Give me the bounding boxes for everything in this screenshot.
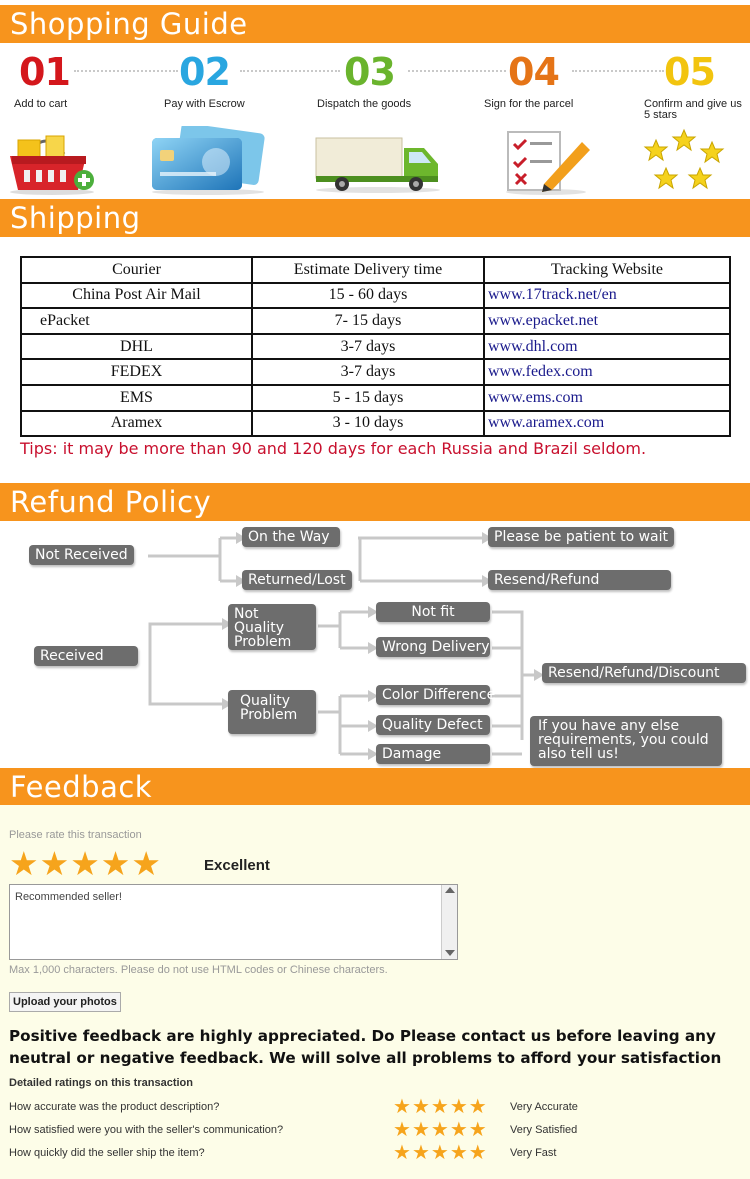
star-icon[interactable]: ★ xyxy=(39,845,70,882)
tracking-link[interactable]: www.ems.com xyxy=(484,385,730,411)
star-icon[interactable]: ★ xyxy=(449,1119,468,1141)
overall-rating-stars[interactable] xyxy=(9,847,161,880)
tracking-link[interactable]: www.aramex.com xyxy=(484,411,730,437)
stars-icon xyxy=(640,128,730,194)
checklist-pencil-icon xyxy=(500,128,596,196)
courier-cell: DHL xyxy=(21,334,252,360)
delivery-time-cell: 7- 15 days xyxy=(252,308,484,334)
delivery-time-cell: 3 - 10 days xyxy=(252,411,484,437)
resend-refund-discount-node: Resend/Refund/Discount xyxy=(542,663,746,683)
textarea-scrollbar[interactable] xyxy=(441,885,457,959)
max-chars-hint: Max 1,000 characters. Please do not use HTML codes or Chinese characters. xyxy=(9,964,388,976)
on-the-way-node: On the Way xyxy=(242,527,340,547)
shopping-guide-title: Shopping Guide xyxy=(10,7,248,41)
star-icon[interactable]: ★ xyxy=(468,1096,487,1118)
table-header-row xyxy=(21,257,730,283)
step-1-number: 01 xyxy=(19,50,70,94)
rating-answer: Very Satisfied xyxy=(510,1124,578,1136)
quality-problem-node: Quality Problem xyxy=(228,690,316,734)
step-5-label: Confirm and give us 5 stars xyxy=(644,98,742,121)
rating-question: How accurate was the product description? xyxy=(9,1101,220,1113)
not-received-node: Not Received xyxy=(29,545,134,565)
table-row xyxy=(21,411,730,437)
rating-stars[interactable] xyxy=(393,1120,487,1140)
refund-policy-title: Refund Policy xyxy=(10,485,212,519)
star-icon[interactable]: ★ xyxy=(131,845,161,882)
color-difference-node: Color Difference xyxy=(376,685,490,705)
courier-cell: Aramex xyxy=(21,411,252,437)
basket-icon xyxy=(6,126,98,196)
star-icon[interactable]: ★ xyxy=(100,845,131,882)
tracking-link[interactable]: www.17track.net/en xyxy=(484,283,730,309)
tracking-link[interactable]: www.dhl.com xyxy=(484,334,730,360)
step-connector xyxy=(408,70,506,72)
step-1-label: Add to cart xyxy=(14,98,68,110)
star-icon[interactable]: ★ xyxy=(393,1119,411,1141)
comment-text[interactable]: Recommended seller! xyxy=(15,891,122,903)
table-row xyxy=(21,359,730,385)
table-row xyxy=(21,283,730,309)
star-icon[interactable]: ★ xyxy=(468,1142,487,1164)
detailed-ratings-title: Detailed ratings on this transaction xyxy=(9,1077,193,1089)
truck-icon xyxy=(312,136,444,194)
star-icon[interactable]: ★ xyxy=(393,1142,411,1164)
scroll-up-icon[interactable] xyxy=(445,887,455,893)
feedback-title: Feedback xyxy=(10,770,153,804)
column-header: Tracking Website xyxy=(484,257,730,283)
received-node: Received xyxy=(34,646,138,666)
table-row xyxy=(21,334,730,360)
detailed-rating-row xyxy=(0,1143,750,1165)
shipping-title: Shipping xyxy=(10,201,141,235)
step-3-label: Dispatch the goods xyxy=(317,98,412,110)
table-row xyxy=(21,308,730,334)
star-icon[interactable]: ★ xyxy=(411,1119,430,1141)
column-header: Estimate Delivery time xyxy=(252,257,484,283)
comment-box[interactable] xyxy=(9,884,458,960)
scroll-down-icon[interactable] xyxy=(445,950,455,956)
upload-photos-button[interactable]: Upload your photos xyxy=(9,992,121,1012)
detailed-rating-row xyxy=(0,1097,750,1119)
step-5-number: 05 xyxy=(664,50,715,94)
damage-node: Damage xyxy=(376,744,490,764)
step-4-number: 04 xyxy=(508,50,559,94)
star-icon[interactable]: ★ xyxy=(411,1142,430,1164)
step-2-label: Pay with Escrow xyxy=(164,98,245,110)
be-patient-node: Please be patient to wait xyxy=(488,527,674,547)
tracking-link[interactable]: www.fedex.com xyxy=(484,359,730,385)
not-fit-node: Not fit xyxy=(376,602,490,622)
courier-cell: China Post Air Mail xyxy=(21,283,252,309)
resend-refund-node: Resend/Refund xyxy=(488,570,671,590)
delivery-time-cell: 5 - 15 days xyxy=(252,385,484,411)
rating-answer: Very Accurate xyxy=(510,1101,578,1113)
star-icon[interactable]: ★ xyxy=(9,845,39,882)
star-icon[interactable]: ★ xyxy=(70,845,100,882)
star-icon[interactable]: ★ xyxy=(430,1119,449,1141)
star-icon[interactable]: ★ xyxy=(449,1142,468,1164)
rating-stars[interactable] xyxy=(393,1097,487,1117)
delivery-time-cell: 15 - 60 days xyxy=(252,283,484,309)
step-3-number: 03 xyxy=(344,50,395,94)
step-connector xyxy=(74,70,178,72)
courier-cell: EMS xyxy=(21,385,252,411)
rating-label: Excellent xyxy=(204,857,270,874)
tracking-link[interactable]: www.epacket.net xyxy=(484,308,730,334)
detailed-rating-row xyxy=(0,1120,750,1142)
star-icon[interactable]: ★ xyxy=(411,1096,430,1118)
courier-cell: ePacket xyxy=(21,308,252,334)
not-quality-problem-node: Not Quality Problem xyxy=(228,604,316,650)
star-icon[interactable]: ★ xyxy=(468,1119,487,1141)
rating-answer: Very Fast xyxy=(510,1147,557,1159)
delivery-time-cell: 3-7 days xyxy=(252,334,484,360)
refund-policy-banner xyxy=(0,483,750,521)
returned-lost-node: Returned/Lost xyxy=(242,570,352,590)
rating-question: How quickly did the seller ship the item? xyxy=(9,1147,205,1159)
star-icon[interactable]: ★ xyxy=(430,1096,449,1118)
quality-defect-node: Quality Defect xyxy=(376,715,490,735)
courier-cell: FEDEX xyxy=(21,359,252,385)
rate-prompt: Please rate this transaction xyxy=(9,829,142,841)
rating-stars[interactable] xyxy=(393,1143,487,1163)
wrong-delivery-node: Wrong Delivery xyxy=(376,637,490,657)
star-icon[interactable]: ★ xyxy=(430,1142,449,1164)
delivery-time-cell: 3-7 days xyxy=(252,359,484,385)
shipping-banner xyxy=(0,199,750,237)
credit-card-icon xyxy=(148,126,268,196)
shipping-table xyxy=(20,256,731,437)
shopping-guide-banner xyxy=(0,5,750,43)
rating-question: How satisfied were you with the seller's communication? xyxy=(9,1124,284,1136)
shipping-tips: Tips: it may be more than 90 and 120 days for each Russia and Brazil seldom. xyxy=(20,439,647,458)
star-icon[interactable]: ★ xyxy=(393,1096,411,1118)
column-header: Courier xyxy=(21,257,252,283)
table-row xyxy=(21,385,730,411)
feedback-appeal: Positive feedback are highly appreciated. Do Please contact us before leaving any neutral or negative feedback. We will solve all problems to afford your satisfaction xyxy=(9,1027,722,1067)
other-requirements-node: If you have any else requirements, you could also tell us! xyxy=(530,716,722,766)
step-2-number: 02 xyxy=(179,50,230,94)
feedback-banner xyxy=(0,768,750,805)
step-4-label: Sign for the parcel xyxy=(484,98,574,110)
star-icon[interactable]: ★ xyxy=(449,1096,468,1118)
step-connector xyxy=(572,70,664,72)
step-connector xyxy=(240,70,340,72)
